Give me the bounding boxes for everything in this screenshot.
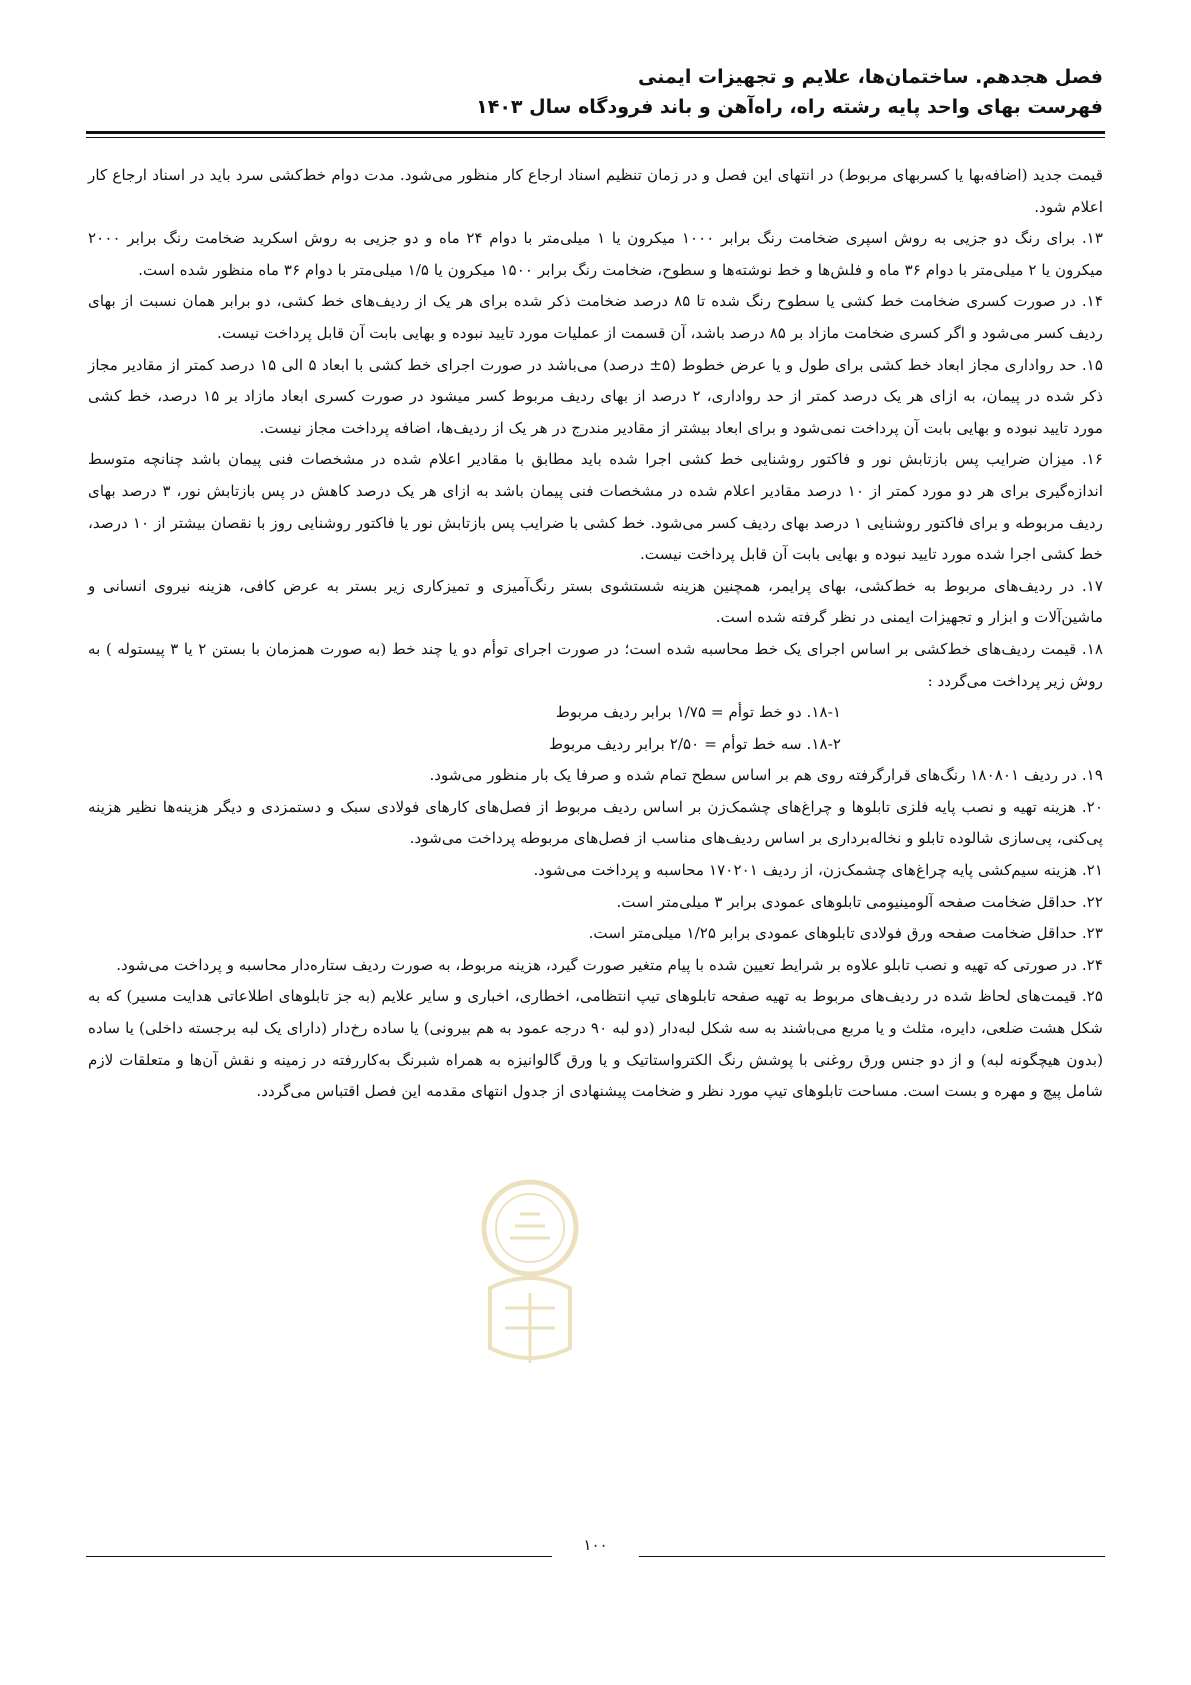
page-header [88, 62, 1103, 122]
sub-item: ۱۸-۱. دو خط توأم = ۱/۷۵ برابر ردیف مربوط [555, 703, 841, 722]
document-title: فهرست بهای واحد پایه رشته راه، راه‌آهن و باند فرودگاه سال ۱۴۰۳ [476, 96, 1103, 118]
sub-item: ۱۸-۲. سه خط توأم = ۲/۵۰ برابر ردیف مربوط [549, 734, 841, 753]
paragraph: ۱۵. حد رواداری مجاز ابعاد خط کشی برای طول و یا عرض خطوط (۵± درصد) می‌باشد در صورت اجرای خط کشی با ابعاد ۵ الی ۱۵ درصد کمتر از مقادیر مجاز ذکر شده در پیمان، به ازای هر یک درصد کمتر از حد رواداری، ۲ درصد از بهای ردیف مربوط کسر میشود در صورت کسری ابعاد مازاد بر ۱۵ درصد، خط کشی مورد تایید نبوده و بهایی بابت آن پرداخت نمی‌شود و برای ابعاد بیشتر از مقادیر مندرج در هر یک از ردیف‌ها، اضافه پرداخت مجاز نیست. [88, 355, 1104, 437]
footer-rule-right [639, 1556, 1105, 1557]
paragraph: ۲۳. حداقل ضخامت صفحه ورق فولادی تابلوهای عمودی برابر ۱/۲۵ میلی‌متر است. [588, 924, 1103, 943]
paragraph: قیمت جدید (اضافه‌بها یا کسربهای مربوط) در انتهای این فصل و در زمان تنظیم اسناد ارجاع کار منظور می‌شود. مدت دوام خط‌کشی سرد باید در اسناد ارجاع کار اعلام شود. [88, 166, 1103, 216]
paragraph: ۱۷. در ردیف‌های مربوط به خط‌کشی، بهای پرایمر، همچنین هزینه شستشوی بستر رنگ‌آمیزی و تمیزکاری زیر بستر به عرض کافی، هزینه نیروی انسانی و ماشین‌آلات و ابزار و تجهیزات ایمنی در نظر گرفته شده است. [88, 576, 1103, 627]
page-footer [86, 1530, 1105, 1560]
watermark-seal-icon [470, 1168, 590, 1388]
chapter-title: فصل هجدهم. ساختمان‌ها، علایم و تجهیزات ایمنی [638, 66, 1103, 88]
footer-rule-left [86, 1556, 552, 1557]
paragraph: ۱۶. میزان ضرایب پس بازتابش نور و فاکتور روشنایی خط کشی اجرا شده باید مطابق با مقادیر اعلام شده در مشخصات فنی پیمان باشد چنانچه متوسط اندازه‌گیری برای هر دو مورد کمتر از ۱۰ درصد مقادیر اعلام شده در مشخصات فنی پیمان باشد به ازای هر یک درصد کاهش در پس بازتابش نور، ۳ درصد بهای ردیف مربوطه و برای فاکتور روشنایی ۱ درصد بهای ردیف کسر می‌شود. خط کشی با ضرایب پس بازتابش نور یا فاکتور روشنایی روز با نقصان بیشتر از ۱۰ درصد، خط کشی اجرا شده مورد تایید نبوده و بهایی بابت آن قابل پرداخت نیست. [88, 450, 1103, 564]
paragraph: ۱۴. در صورت کسری ضخامت خط کشی یا سطوح رنگ شده تا ۸۵ درصد ضخامت ذکر شده برای هر یک از ردیف‌های خط کشی، دو برابر همان نسبت از بهای ردیف کسر می‌شود و اگر کسری ضخامت مازاد بر ۸۵ درصد باشد، آن قسمت از عملیات مورد تایید نبوده و بهایی بابت آن قابل پرداخت نیست. [88, 292, 1103, 342]
paragraph: ۲۰. هزینه تهیه و نصب پایه فلزی تابلوها و چراغ‌های چشمک‌زن بر اساس ردیف مربوط از فصل‌های کارهای فولادی سبک و دستمزدی و دیگر هزینه‌ها نظیر هزینه پی‌کنی، پی‌سازی شالوده تابلو و نخاله‌برداری بر اساس ردیف‌های مناسب از فصل‌های مربوطه پرداخت می‌شود. [88, 797, 1103, 848]
header-divider-thick [86, 131, 1105, 134]
paragraph: ۲۱. هزینه سیم‌کشی پایه چراغ‌های چشمک‌زن، از ردیف ۱۷۰۲۰۱ محاسبه و پرداخت می‌شود. [533, 861, 1103, 880]
paragraph: ۱۸. قیمت ردیف‌های خط‌کشی بر اساس اجرای یک خط محاسبه شده است؛ در صورت اجرای توأم دو یا چند خط (به صورت همزمان با بستن ۲ یا ۳ پیستوله ) به روش زیر پرداخت می‌گردد : [88, 639, 1104, 690]
page-number: ۱۰۰ [583, 1536, 608, 1554]
page-body [88, 160, 1103, 1108]
paragraph: ۲۲. حداقل ضخامت صفحه آلومینیومی تابلوهای عمودی برابر ۳ میلی‌متر است. [616, 892, 1103, 911]
paragraph: ۱۳. برای رنگ دو جزیی به روش اسپری ضخامت رنگ برابر ۱۰۰۰ میکرون یا ۱ میلی‌متر با دوام ۲۴ ماه و دو جزیی به روش اسکرید ضخامت رنگ برابر ۲۰۰۰ میکرون یا ۲ میلی‌متر با دوام ۳۶ ماه و فلش‌ها و خط نوشته‌ها و سطوح، ضخامت رنگ برابر ۱۵۰۰ میکرون یا ۱/۵ میلی‌متر با دوام ۳۶ ماه منظور شده است. [88, 229, 1103, 279]
paragraph: ۱۹. در ردیف ۱۸۰۸۰۱ رنگ‌های قرارگرفته روی هم بر اساس سطح تمام شده و صرفا یک بار منظور می‌شود. [429, 766, 1103, 785]
paragraph: ۲۵. قیمت‌های لحاظ شده در ردیف‌های مربوط به تهیه صفحه تابلوهای تیپ انتظامی، اخطاری، اخباری و سایر علایم (به جز تابلوهای اطلاعاتی هدایت مسیر) که به شکل هشت ضلعی، دایره، مثلث و یا مربع می‌باشند به سه شکل لبه‌دار (دو لبه ۹۰ درجه عمود به هم بیرونی) یا ساده رخ‌دار (دارای یک لبه برجسته داخلی) یا ساده (بدون هیچگونه لبه) و از دو جنس ورق روغنی با پوشش رنگ الکترواستاتیک و یا ورق گالوانیزه به همراه شبرنگ به‌کاررفته در زمینه و نقش آن‌ها و متعلقات لازم شامل پیچ و مهره و بست است. مساحت تابلوهای تیپ مورد نظر و ضخامت پیشنهادی از جدول انتهای مقدمه این فصل اقتباس می‌گردد. [88, 987, 1103, 1101]
header-divider-thin [86, 137, 1105, 138]
paragraph: ۲۴. در صورتی که تهیه و نصب تابلو علاوه بر شرایط تعیین شده با پیام متغیر صورت گیرد، هزینه مربوط، به صورت ردیف ستاره‌دار محاسبه و پرداخت می‌شود. [116, 955, 1103, 974]
